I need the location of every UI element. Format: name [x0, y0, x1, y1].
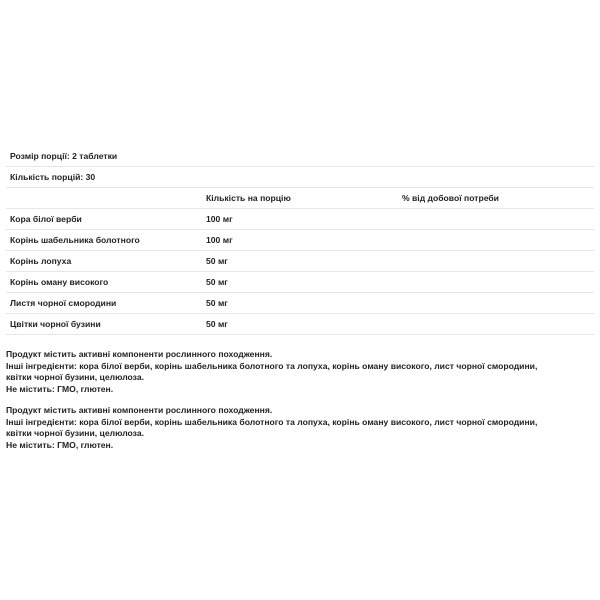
- header-empty-cell: [6, 188, 202, 209]
- ingredient-amount: 50 мг: [202, 314, 398, 335]
- servings-count-row: [6, 167, 594, 188]
- header-daily-value: % від добової потреби: [398, 188, 594, 209]
- ingredient-name: Корінь лопуха: [6, 251, 202, 272]
- ingredient-daily-value: [398, 293, 594, 314]
- ingredient-name: Корінь оману високого: [6, 272, 202, 293]
- note-other-ingredients: Інші інгредієнти: кора білої верби, корінь шабельника болотного та лопуха, корінь оману високого, лист чорної смородини,: [6, 360, 538, 371]
- note-paragraph: [6, 349, 594, 395]
- serving-size-label: Розмір порції: 2 таблетки: [6, 146, 594, 167]
- table-row: [6, 230, 594, 251]
- servings-count-label: Кількість порцій: 30: [6, 167, 594, 188]
- ingredient-amount: 50 мг: [202, 272, 398, 293]
- ingredient-amount: 100 мг: [202, 230, 398, 251]
- column-header-row: [6, 188, 594, 209]
- ingredient-name: Цвітки чорної бузини: [6, 314, 202, 335]
- note-other-ingredients-cont: квітки чорної бузини, целюлоза.: [6, 428, 145, 438]
- table-row: [6, 209, 594, 230]
- supplement-facts-table: [6, 146, 594, 335]
- header-amount: Кількість на порцію: [202, 188, 398, 209]
- note-does-not-contain: Не містить: ГМО, глютен.: [6, 439, 114, 450]
- table-row: [6, 293, 594, 314]
- table-row: [6, 314, 594, 335]
- ingredient-daily-value: [398, 272, 594, 293]
- note-other-ingredients: Інші інгредієнти: кора білої верби, корінь шабельника болотного та лопуха, корінь оману високого, лист чорної смородини,: [6, 416, 538, 427]
- product-notes: [6, 349, 594, 461]
- ingredient-name: Корінь шабельника болотного: [6, 230, 202, 251]
- ingredient-amount: 100 мг: [202, 209, 398, 230]
- table-row: [6, 251, 594, 272]
- ingredient-daily-value: [398, 251, 594, 272]
- ingredient-amount: 50 мг: [202, 251, 398, 272]
- table-row: [6, 272, 594, 293]
- note-active-components: Продукт містить активні компоненти рослинного походження.: [6, 405, 273, 415]
- note-other-ingredients-cont: квітки чорної бузини, целюлоза.: [6, 372, 145, 382]
- note-active-components: Продукт містить активні компоненти рослинного походження.: [6, 349, 273, 359]
- ingredient-daily-value: [398, 314, 594, 335]
- ingredient-name: Кора білої верби: [6, 209, 202, 230]
- ingredient-name: Листя чорної смородини: [6, 293, 202, 314]
- serving-size-row: [6, 146, 594, 167]
- note-paragraph: [6, 405, 594, 451]
- ingredient-daily-value: [398, 230, 594, 251]
- ingredient-amount: 50 мг: [202, 293, 398, 314]
- note-does-not-contain: Не містить: ГМО, глютен.: [6, 383, 114, 394]
- ingredient-daily-value: [398, 209, 594, 230]
